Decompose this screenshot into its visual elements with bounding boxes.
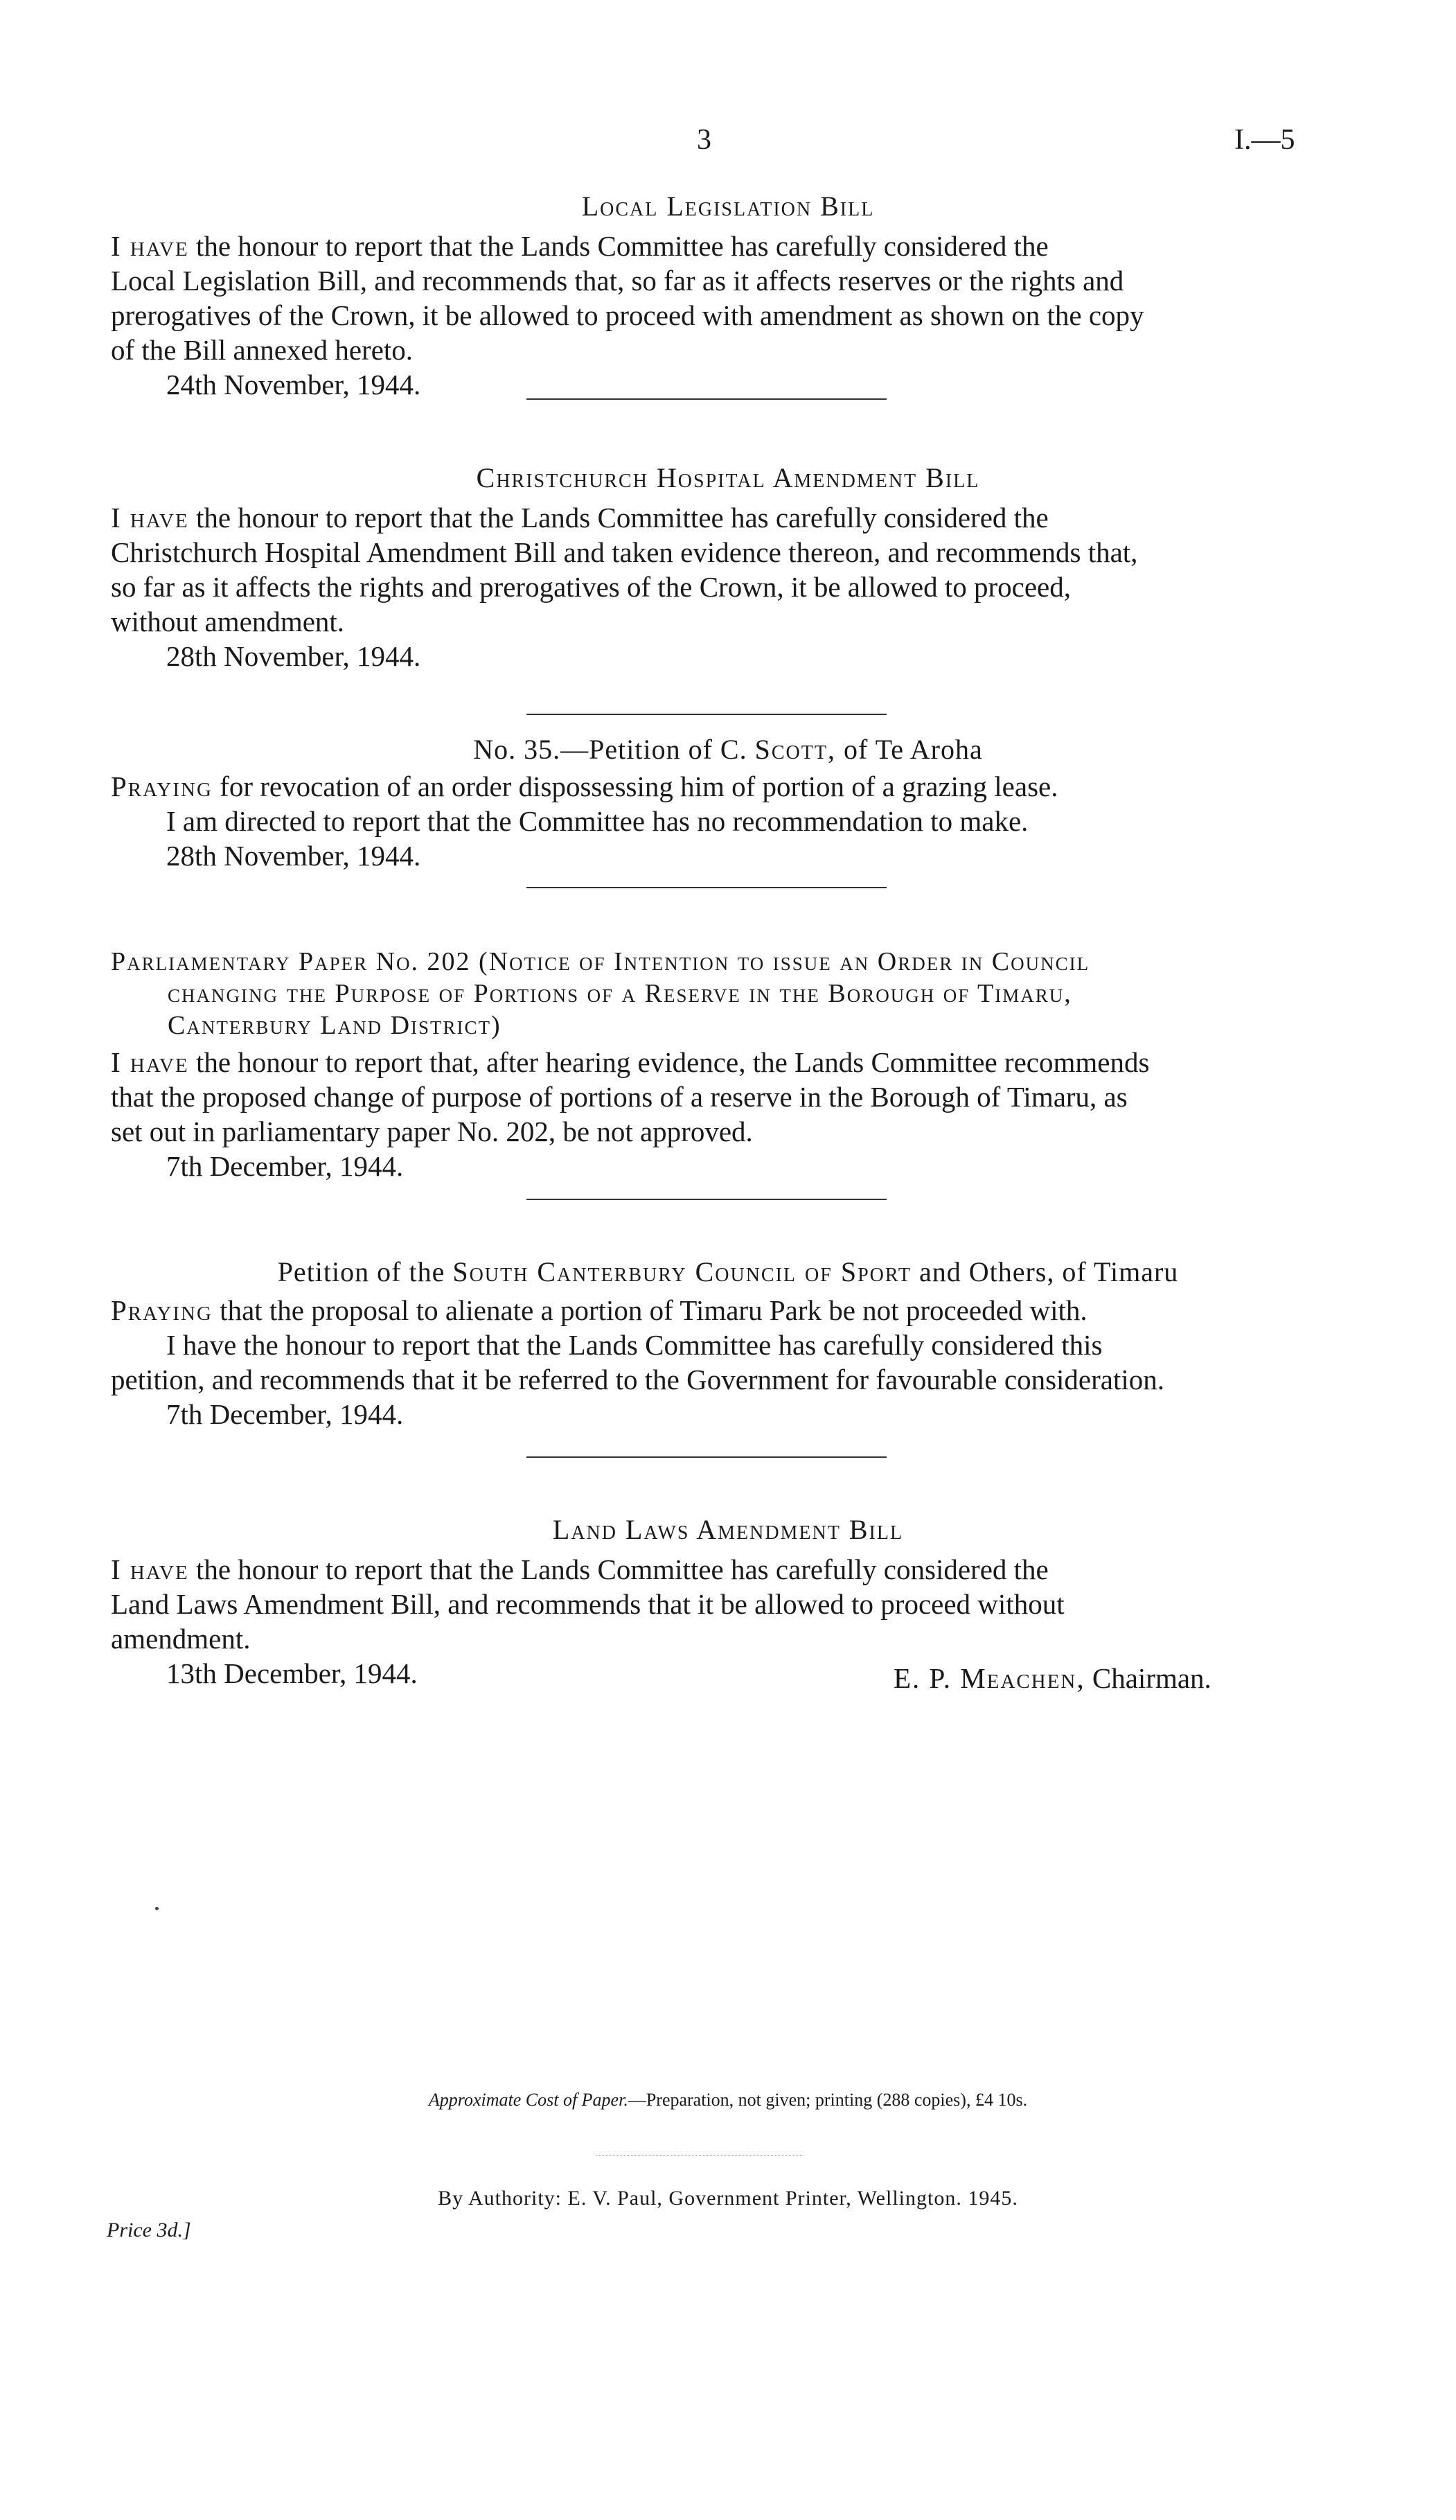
section-divider bbox=[526, 398, 887, 400]
body-line: Land Laws Amendment Bill, and recommends that it be allowed to proceed without bbox=[111, 1588, 1065, 1620]
cost-text: —Preparation, not given; printing (288 copies), £4 10s. bbox=[628, 2090, 1028, 2110]
page-number: 3 bbox=[697, 124, 711, 156]
title-line: Canterbury Land District) bbox=[168, 1011, 501, 1040]
title-suffix: and Others, of Timaru bbox=[918, 1256, 1179, 1287]
body-lead: I have bbox=[111, 1553, 189, 1585]
body-line: so far as it affects the rights and prerogatives of the Crown, it be allowed to proceed, bbox=[111, 571, 1071, 603]
body-line: the honour to report that the Lands Committee has carefully considered the bbox=[195, 502, 1049, 534]
stray-dot bbox=[155, 1907, 159, 1910]
section-title-petition-scott bbox=[0, 733, 1456, 766]
paper-reference: I.—5 bbox=[1234, 124, 1295, 156]
body-lead: I have bbox=[111, 230, 189, 262]
signature-role: Chairman. bbox=[1092, 1662, 1211, 1694]
title-line: Parliamentary Paper No. 202 (Notice of Intention to issue an Order in Council bbox=[111, 947, 1090, 976]
section-body-petition-south-canterbury bbox=[111, 1293, 1323, 1431]
date-line: 7th December, 1944. bbox=[166, 1150, 404, 1182]
body-line: that the proposed change of purpose of portions of a reserve in the Borough of Timaru, as bbox=[111, 1081, 1128, 1113]
date-line: 13th December, 1944. bbox=[166, 1657, 418, 1689]
body-line: for revocation of an order dispossessing him of portion of a grazing lease. bbox=[220, 770, 1058, 802]
body-lead: I have bbox=[111, 502, 189, 534]
section-body-petition-scott bbox=[111, 769, 1323, 873]
body-line: Christchurch Hospital Amendment Bill and taken evidence thereon, and recommends that, bbox=[111, 536, 1138, 568]
title-name: Scott, bbox=[754, 734, 836, 765]
body-line: I am directed to report that the Committee has no recommendation to make. bbox=[166, 805, 1029, 837]
section-divider bbox=[526, 1456, 887, 1458]
body-lead: I have bbox=[111, 1046, 189, 1078]
body-line: the honour to report that the Lands Committee has carefully considered the bbox=[195, 230, 1049, 262]
section-title-christchurch-hospital: Christchurch Hospital Amendment Bill bbox=[476, 462, 980, 493]
body-lead: Praying bbox=[111, 1294, 213, 1326]
body-line: without amendment. bbox=[111, 606, 345, 637]
section-title-parliamentary-paper-202 bbox=[111, 946, 1323, 1041]
body-line: amendment. bbox=[111, 1623, 251, 1655]
body-line: set out in parliamentary paper No. 202, be not approved. bbox=[111, 1116, 753, 1147]
body-lead: Praying bbox=[111, 770, 213, 802]
signature-name: E. P. Meachen, bbox=[894, 1662, 1085, 1694]
section-divider bbox=[526, 714, 887, 715]
body-line: petition, and recommends that it be referred to the Government for favourable consideration. bbox=[111, 1364, 1165, 1395]
title-prefix: No. 35.—Petition of C. bbox=[473, 734, 747, 765]
price-label bbox=[107, 2219, 191, 2242]
section-title-local-legislation-bill: Local Legislation Bill bbox=[581, 191, 875, 222]
price-text: Price 3d.] bbox=[107, 2219, 191, 2241]
date-line: 28th November, 1944. bbox=[166, 640, 421, 672]
section-body-christchurch-hospital bbox=[111, 500, 1323, 673]
section-body-parliamentary-paper-202 bbox=[111, 1045, 1323, 1183]
body-line: of the Bill annexed hereto. bbox=[111, 334, 414, 366]
signature-block bbox=[894, 1662, 1211, 1695]
date-line: 7th December, 1944. bbox=[166, 1398, 404, 1430]
body-line: the honour to report that, after hearing evidence, the Lands Committee recommends bbox=[195, 1046, 1150, 1078]
body-line: the honour to report that the Lands Committee has carefully considered the bbox=[195, 1553, 1049, 1585]
section-divider bbox=[526, 1199, 887, 1200]
cost-label: Approximate Cost of Paper. bbox=[428, 2090, 628, 2110]
title-name: South Canterbury Council of Sport bbox=[452, 1256, 912, 1287]
section-body-local-legislation-bill bbox=[111, 229, 1323, 402]
section-divider bbox=[526, 887, 887, 888]
date-line: 24th November, 1944. bbox=[166, 369, 421, 400]
body-line: I have the honour to report that the Lands Committee has carefully considered this bbox=[166, 1329, 1103, 1361]
title-suffix: of Te Aroha bbox=[843, 734, 983, 765]
footer-divider bbox=[596, 2155, 804, 2156]
authority-line: By Authority: E. V. Paul, Government Printer, Wellington. 1945. bbox=[438, 2187, 1018, 2210]
body-line: that the proposal to alienate a portion of Timaru Park be not proceeded with. bbox=[220, 1294, 1087, 1326]
title-prefix: Petition of the bbox=[277, 1256, 445, 1287]
date-line: 28th November, 1944. bbox=[166, 840, 421, 872]
body-line: prerogatives of the Crown, it be allowed to proceed with amendment as shown on the copy bbox=[111, 299, 1144, 331]
cost-line bbox=[0, 2090, 1456, 2111]
title-line: changing the Purpose of Portions of a Reserve in the Borough of Timaru, bbox=[168, 979, 1072, 1008]
section-title-petition-south-canterbury bbox=[0, 1255, 1456, 1288]
body-line: Local Legislation Bill, and recommends that, so far as it affects reserves or the rights and bbox=[111, 265, 1124, 297]
section-title-land-laws-amendment-bill: Land Laws Amendment Bill bbox=[552, 1514, 904, 1545]
